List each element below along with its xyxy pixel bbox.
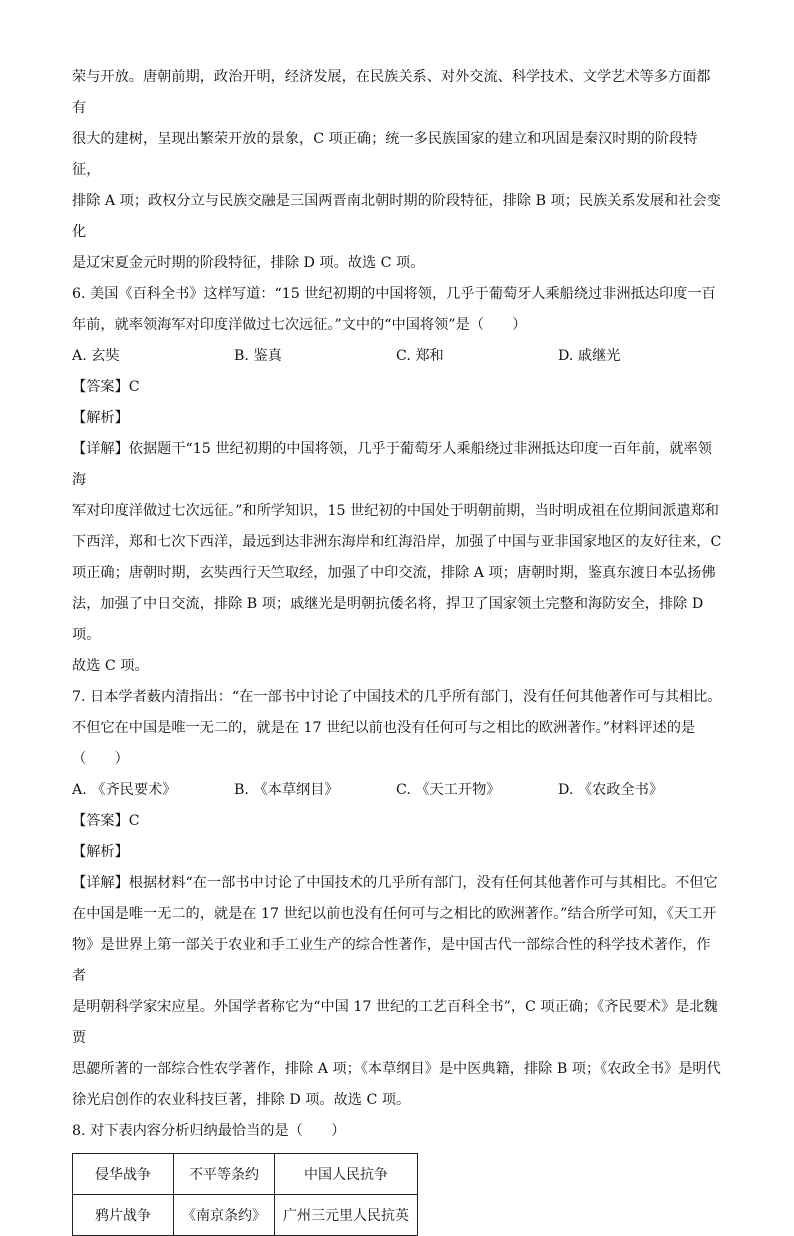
table-cell: 《南京条约》 [174, 1195, 275, 1236]
question-8 [72, 1116, 722, 1236]
text-line: 排除 A 项；政权分立与民族交融是三国两晋南北朝时期的阶段特征，排除 B 项；民族关系发展和社会变化 [72, 193, 721, 240]
table-cell: 广州三元里人民抗英 [275, 1195, 418, 1236]
answer-label: 【答案】C [72, 813, 140, 829]
detail-line: 故选 C 项。 [72, 658, 149, 674]
detail-line: 法，加强了中日交流，排除 B 项；戚继光是明朝抗倭名将，捍卫了国家领土完整和海防安全，排除 D 项。 [72, 596, 704, 643]
detail-line: 思勰所著的一部综合性农学著作，排除 A 项；《本草纲目》是中医典籍，排除 B 项；《农政全书》是明代 [72, 1061, 721, 1077]
text-line: 荣与开放。唐朝前期，政治开明，经济发展，在民族关系、对外交流、科学技术、文学艺术等多方面都有 [72, 69, 711, 116]
question-6 [72, 279, 722, 682]
option-a: A. 《齐民要术》 [72, 782, 177, 798]
detail-line: 【详解】根据材料“在一部书中讨论了中国技术的几乎所有部门，没有任何其他著作可与其相比。不但它 [72, 875, 718, 891]
detail-line: 【详解】依据题干“15 世纪初期的中国将领，几乎于葡萄牙人乘船绕过非洲抵达印度一百年前，就率领海 [72, 441, 712, 488]
detail-line: 军对印度洋做过七次远征。”和所学知识，15 世纪初的中国处于明朝前期，当时明成祖在位期间派遣郑和 [72, 503, 719, 519]
answer-label: 【答案】C [72, 379, 140, 395]
question-stem-line: 不但它在中国是唯一无二的，就是在 17 世纪以前也没有任何可与之相比的欧洲著作。”材料评述的是 [72, 720, 696, 736]
table-cell: 中国人民抗争 [275, 1154, 418, 1195]
analysis-label: 【解析】 [72, 410, 129, 426]
option-c: C. 《天工开物》 [396, 782, 501, 798]
text-line: 很大的建树，呈现出繁荣开放的景象，C 项正确；统一多民族国家的建立和巩固是秦汉时期的阶段特征， [72, 131, 698, 178]
analysis-label: 【解析】 [72, 844, 129, 860]
detail-line: 下西洋，郑和七次下西洋，最远到达非洲东海岸和红海沿岸，加强了中国与亚非国家地区的友好往来，C [72, 534, 722, 550]
question-stem-line: 8. 对下表内容分析归纳最恰当的是（ ） [72, 1123, 346, 1139]
option-c: C. 郑和 [396, 348, 444, 364]
detail-line: 物》是世界上第一部关于农业和手工业生产的综合性著作，是中国古代一部综合性的科学技术著作，作者 [72, 937, 711, 984]
detail-line: 项正确；唐朝时期，玄奘西行天竺取经，加强了中印交流，排除 A 项；唐朝时期，鉴真东渡日本弘扬佛 [72, 565, 716, 581]
detail-line: 徐光启创作的农业科技巨著，排除 D 项。故选 C 项。 [72, 1092, 411, 1108]
options-row [72, 775, 722, 806]
table-cell: 侵华战争 [73, 1154, 174, 1195]
option-b: B. 《本草纲目》 [234, 782, 339, 798]
detail-line: 在中国是唯一无二的，就是在 17 世纪以前也没有任何可与之相比的欧洲著作。”结合所学可知，《天工开 [72, 906, 717, 922]
document-page [72, 62, 722, 1236]
option-b: B. 鉴真 [234, 348, 282, 364]
text-line: 是辽宋夏金元时期的阶段特征，排除 D 项。故选 C 项。 [72, 255, 425, 271]
option-d: D. 《农政全书》 [558, 782, 664, 798]
data-table [72, 1153, 418, 1236]
question-7 [72, 682, 722, 1116]
option-d: D. 戚继光 [558, 348, 621, 364]
options-row [72, 341, 722, 372]
intro-paragraph [72, 62, 722, 279]
question-stem-line: 6. 美国《百科全书》这样写道：“15 世纪初期的中国将领，几乎于葡萄牙人乘船绕过非洲抵达印度一百 [72, 286, 716, 302]
table-row [73, 1154, 418, 1195]
table-row [73, 1195, 418, 1236]
detail-line: 是明朝科学家宋应星。外国学者称它为“中国 17 世纪的工艺百科全书”，C 项正确；《齐民要术》是北魏贾 [72, 999, 718, 1046]
question-stem-line: （ ） [72, 751, 129, 767]
option-a: A. 玄奘 [72, 348, 120, 364]
question-stem-line: 年前，就率领海军对印度洋做过七次远征。”文中的“中国将领”是（ ） [72, 317, 527, 333]
question-stem-line: 7. 日本学者薮内清指出：“在一部书中讨论了中国技术的几乎所有部门，没有任何其他著作可与其相比。 [72, 689, 722, 705]
table-cell: 不平等条约 [174, 1154, 275, 1195]
table-cell: 鸦片战争 [73, 1195, 174, 1236]
